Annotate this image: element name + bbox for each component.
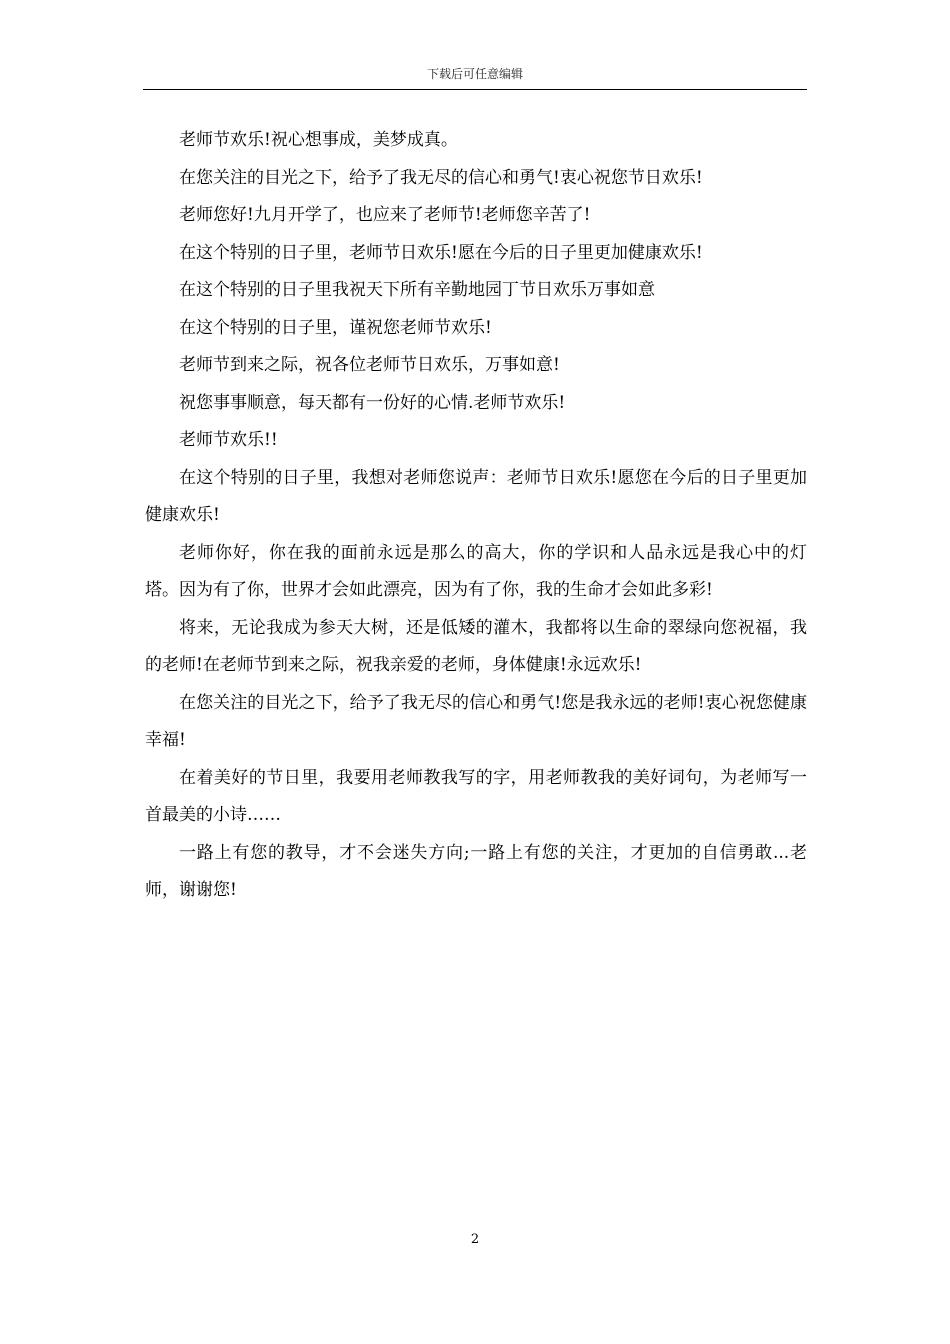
paragraph: 在您关注的目光之下，给予了我无尽的信心和勇气!您是我永远的老师!衷心祝您健康幸福! (145, 692, 807, 750)
paragraph: 祝您事事顺意，每天都有一份好的心情.老师节欢乐! (179, 392, 566, 413)
paragraph: 在您关注的目光之下，给予了我无尽的信心和勇气!衷心祝您节日欢乐! (179, 167, 703, 188)
paragraph: 在这个特别的日子里，谨祝您老师节欢乐! (179, 317, 492, 338)
paragraph: 在这个特别的日子里，老师节日欢乐!愿在今后的日子里更加健康欢乐! (179, 242, 703, 263)
document-body (145, 122, 807, 910)
page-header: 下载后可任意编辑 (426, 67, 523, 81)
paragraph: 老师您好!九月开学了，也应来了老师节!老师您辛苦了! (179, 205, 591, 225)
paragraph: 在这个特别的日子里我祝天下所有辛勤地园丁节日欢乐万事如意 (179, 280, 655, 300)
paragraph: 老师你好，你在我的面前永远是那么的高大，你的学识和人品永远是我心中的灯塔。因为有了你，世界才会如此漂亮，因为有了你，我的生命才会如此多彩! (145, 542, 807, 600)
page-number: 2 (470, 1232, 480, 1247)
paragraph: 在这个特别的日子里，我想对老师您说声：老师节日欢乐!愿您在今后的日子里更加健康欢乐! (145, 467, 807, 525)
paragraph: 将来，无论我成为参天大树，还是低矮的灌木，我都将以生命的翠绿向您祝福，我的老师!在老师节到来之际，祝我亲爱的老师，身体健康!永远欢乐! (145, 617, 807, 675)
paragraph: 在着美好的节日里，我要用老师教我写的字，用老师教我的美好词句，为老师写一首最美的小诗…… (145, 767, 807, 825)
header-divider (143, 89, 807, 90)
paragraph: 老师节欢乐!! (179, 430, 278, 450)
paragraph: 老师节欢乐!祝心想事成，美梦成真。 (179, 130, 458, 150)
paragraph: 老师节到来之际，祝各位老师节日欢乐，万事如意! (179, 355, 560, 375)
paragraph: 一路上有您的教导，才不会迷失方向;一路上有您的关注，才更加的自信勇敢...老师，谢谢您! (145, 842, 807, 900)
